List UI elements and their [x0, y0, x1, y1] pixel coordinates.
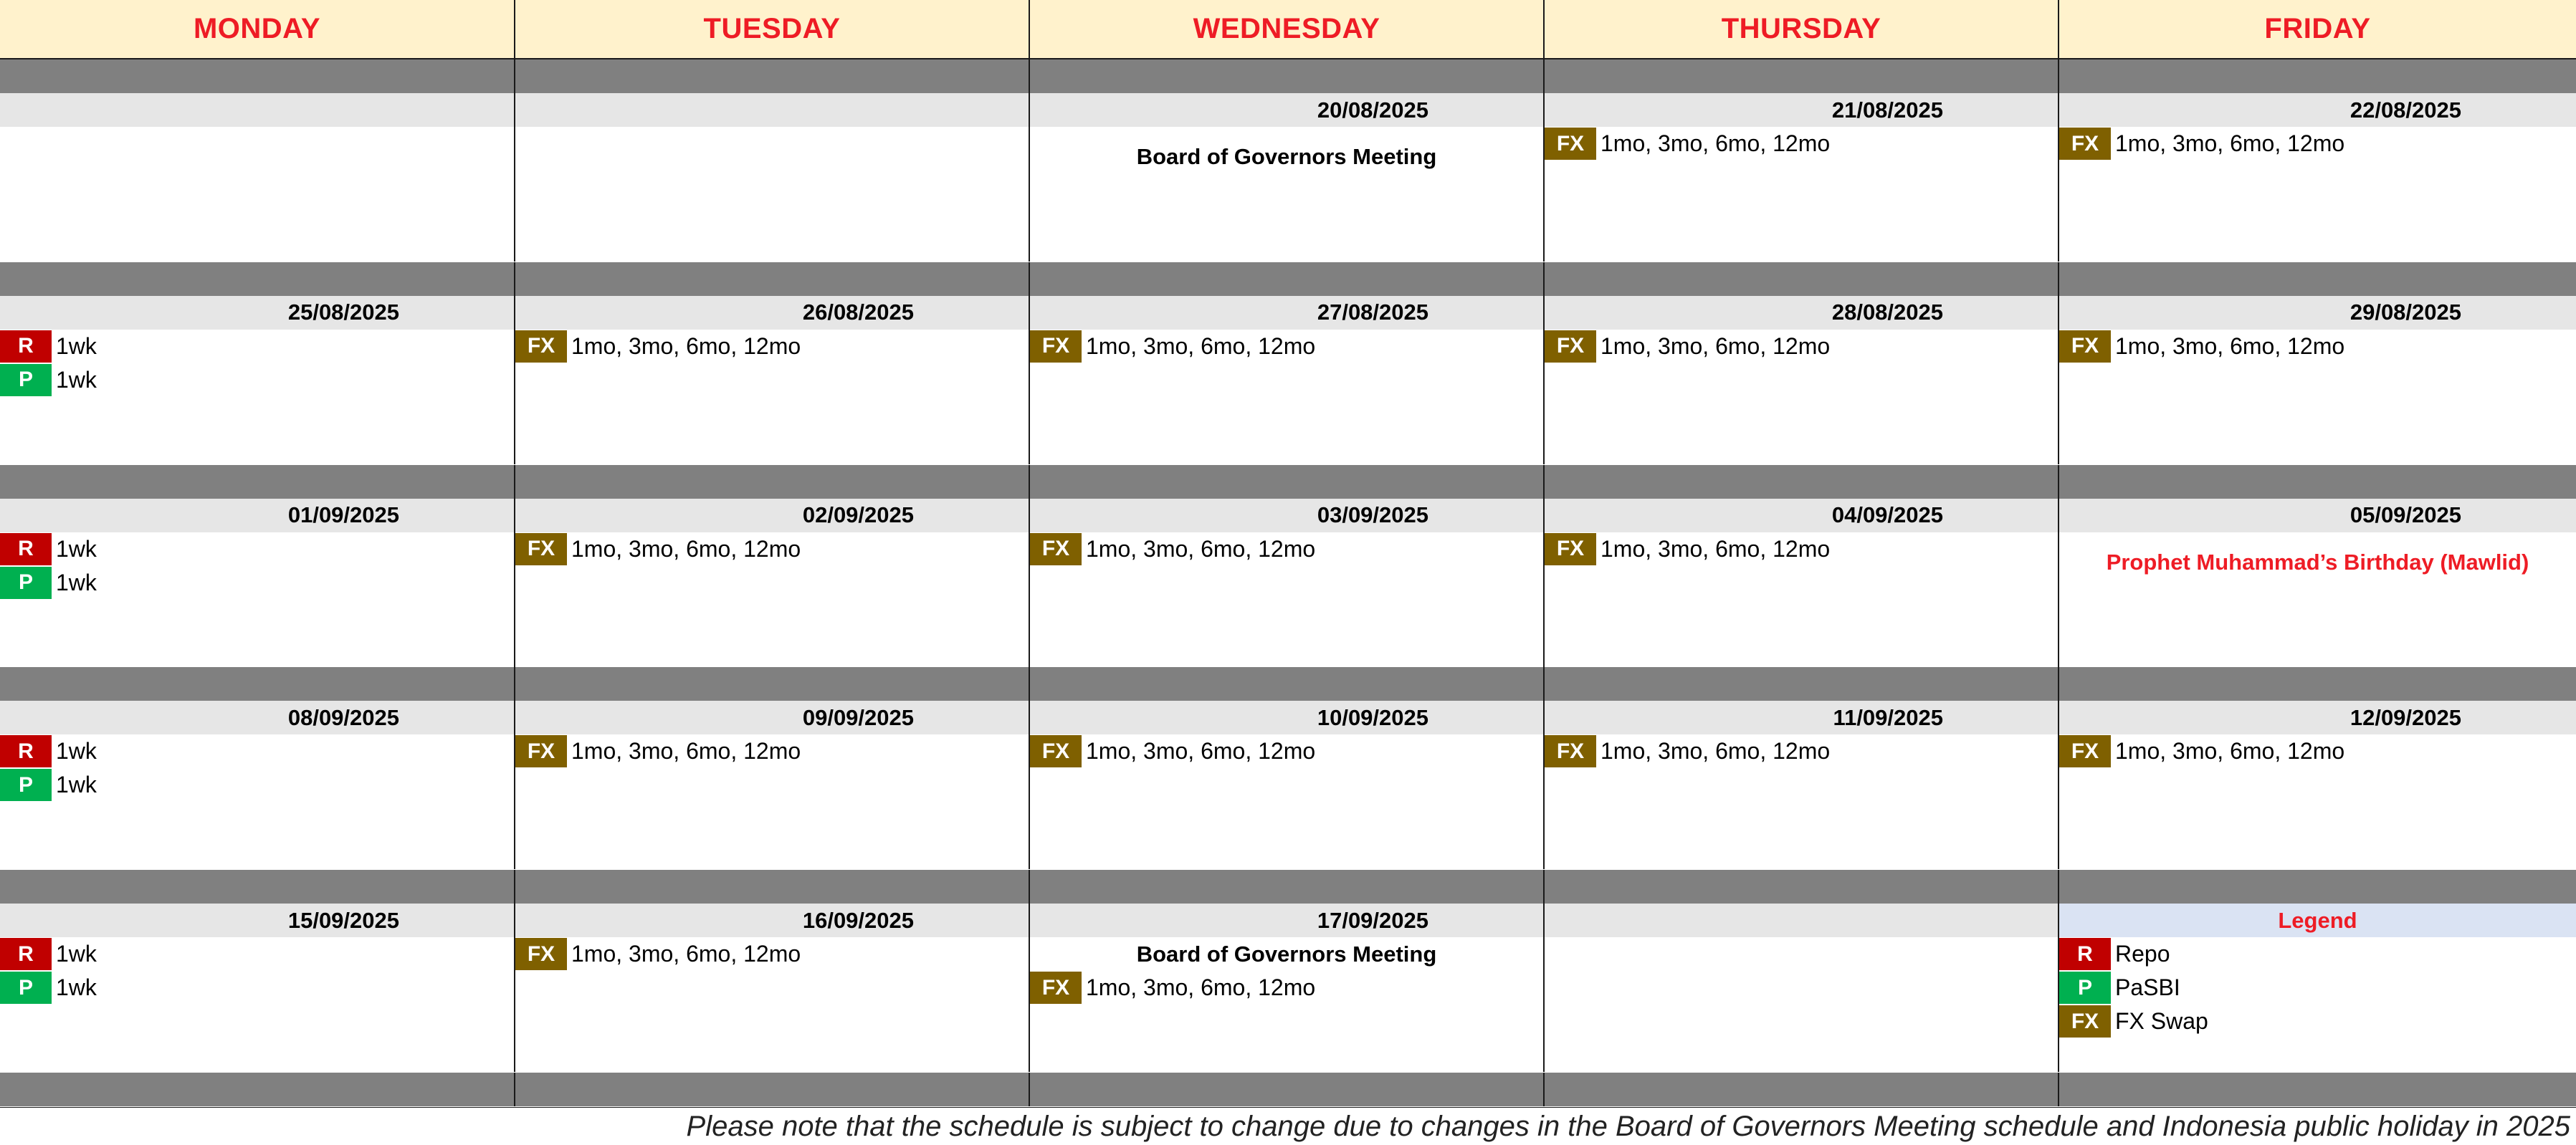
schedule-item [1030, 734, 1543, 768]
date-label: 16/09/2025 [515, 904, 1029, 937]
badge-fx: FX [2059, 735, 2111, 767]
badge-fx: FX [1545, 128, 1596, 160]
weekday-header-tuesday: TUESDAY [515, 0, 1030, 59]
calendar-cell [515, 465, 1030, 667]
item-tenor: 1mo, 3mo, 6mo, 12mo [2115, 130, 2345, 156]
badge-fx: FX [1030, 972, 1082, 1004]
cell-content [2059, 532, 2576, 667]
item-tenor: 1wk [56, 941, 97, 967]
schedule-item [515, 330, 1029, 363]
cell-content [0, 127, 514, 262]
item-tenor: PaSBI [2115, 974, 2180, 1001]
week-separator [1030, 870, 1543, 904]
calendar-cell [1030, 667, 1545, 869]
item-tenor: 1wk [56, 535, 97, 562]
badge-r: R [0, 938, 52, 970]
badge-fx: FX [1545, 533, 1596, 565]
cell-content [2059, 330, 2576, 464]
week-separator [0, 667, 514, 701]
calendar-cell [1545, 870, 2059, 1072]
calendar-cell [2059, 59, 2576, 262]
item-tenor: 1wk [56, 569, 97, 595]
schedule-item [1030, 971, 1543, 1005]
week-separator [2059, 667, 2576, 701]
badge-p: P [0, 364, 52, 396]
calendar-cell [0, 465, 515, 667]
item-tenor: 1mo, 3mo, 6mo, 12mo [1086, 535, 1316, 562]
calendar-cell [2059, 870, 2576, 1072]
cell-content [0, 937, 514, 1072]
weekday-header-wednesday: WEDNESDAY [1030, 0, 1545, 59]
week-separator [2059, 465, 2576, 499]
calendar-cell [0, 262, 515, 464]
schedule-item [1545, 127, 2058, 161]
date-label: 01/09/2025 [0, 499, 514, 532]
cell-content [1545, 532, 2058, 667]
legend-entry [2059, 937, 2576, 971]
week-separator [1030, 262, 1543, 296]
date-label: 08/09/2025 [0, 701, 514, 734]
cell-content [0, 330, 514, 464]
badge-p: P [0, 972, 52, 1004]
badge-p: P [2059, 972, 2111, 1004]
item-tenor: 1mo, 3mo, 6mo, 12mo [1601, 738, 1831, 765]
schedule-item [515, 937, 1029, 971]
week-separator [1545, 667, 2058, 701]
date-label: 27/08/2025 [1030, 296, 1543, 330]
week-separator [1545, 1073, 2059, 1106]
calendar-cell [1545, 465, 2059, 667]
week-separator [1545, 262, 2058, 296]
item-tenor: 1mo, 3mo, 6mo, 12mo [2115, 738, 2345, 765]
date-label [515, 93, 1029, 127]
calendar-cell [2059, 262, 2576, 464]
date-label: 29/08/2025 [2059, 296, 2576, 330]
badge-fx: FX [515, 735, 567, 767]
item-tenor: 1wk [56, 332, 97, 359]
calendar-cell [0, 870, 515, 1072]
week-separator [515, 1073, 1030, 1106]
calendar-cell [1030, 262, 1545, 464]
week-separator [2059, 870, 2576, 904]
badge-fx: FX [2059, 128, 2111, 160]
badge-p: P [0, 769, 52, 801]
legend-entry [2059, 971, 2576, 1005]
cell-content [1545, 330, 2058, 464]
calendar-cell [1545, 262, 2059, 464]
date-label: 28/08/2025 [1545, 296, 2058, 330]
schedule-item [0, 937, 514, 971]
item-tenor: 1mo, 3mo, 6mo, 12mo [1601, 332, 1831, 359]
date-label: 26/08/2025 [515, 296, 1029, 330]
item-tenor: 1mo, 3mo, 6mo, 12mo [571, 738, 801, 765]
legend-title: Legend [2059, 904, 2576, 937]
cell-content [0, 532, 514, 667]
item-tenor: Repo [2115, 941, 2170, 967]
calendar-cell [1545, 59, 2059, 262]
cell-content [1030, 734, 1543, 869]
badge-r: R [0, 533, 52, 565]
cell-content [515, 937, 1029, 1072]
week-separator [1030, 1073, 1545, 1106]
item-tenor: 1mo, 3mo, 6mo, 12mo [571, 941, 801, 967]
cell-content [1545, 734, 2058, 869]
calendar-cell [1545, 667, 2059, 869]
item-tenor: 1wk [56, 366, 97, 393]
item-tenor: 1mo, 3mo, 6mo, 12mo [1086, 974, 1316, 1001]
item-tenor: 1wk [56, 738, 97, 765]
calendar-cell [2059, 465, 2576, 667]
badge-fx: FX [1545, 330, 1596, 363]
cell-content [2059, 127, 2576, 262]
badge-fx: FX [1030, 330, 1082, 363]
schedule-item [2059, 127, 2576, 161]
calendar-cell [2059, 667, 2576, 869]
item-tenor: 1mo, 3mo, 6mo, 12mo [571, 332, 801, 359]
date-label: 05/09/2025 [2059, 499, 2576, 532]
cell-content [515, 734, 1029, 869]
week-separator [0, 870, 514, 904]
date-label: 04/09/2025 [1545, 499, 2058, 532]
date-label [0, 93, 514, 127]
week-separator [0, 1073, 515, 1106]
date-label: 21/08/2025 [1545, 93, 2058, 127]
item-tenor: 1wk [56, 974, 97, 1001]
date-label: 11/09/2025 [1545, 701, 2058, 734]
week-separator [1545, 59, 2058, 93]
week-separator [0, 465, 514, 499]
date-label: 17/09/2025 [1030, 904, 1543, 937]
week-separator [515, 870, 1029, 904]
date-label: 09/09/2025 [515, 701, 1029, 734]
calendar-cell [515, 262, 1030, 464]
schedule-item [2059, 734, 2576, 768]
date-label: 03/09/2025 [1030, 499, 1543, 532]
calendar-cell [515, 870, 1030, 1072]
schedule-item [0, 363, 514, 397]
schedule-item [0, 330, 514, 363]
schedule-item [1030, 330, 1543, 363]
badge-fx: FX [515, 330, 567, 363]
calendar-cell [0, 667, 515, 869]
date-label: 10/09/2025 [1030, 701, 1543, 734]
cell-content [515, 127, 1029, 262]
calendar-cell [515, 667, 1030, 869]
weekday-header-monday: MONDAY [0, 0, 515, 59]
week-separator [1030, 667, 1543, 701]
badge-fx: FX [1030, 735, 1082, 767]
date-label: 20/08/2025 [1030, 93, 1543, 127]
schedule-item [1545, 734, 2058, 768]
item-tenor: 1mo, 3mo, 6mo, 12mo [1601, 535, 1831, 562]
badge-fx: FX [515, 938, 567, 970]
weekday-header-thursday: THURSDAY [1545, 0, 2059, 59]
schedule-item [0, 768, 514, 802]
badge-fx: FX [515, 533, 567, 565]
schedule-item [515, 532, 1029, 566]
date-label [1545, 904, 2058, 937]
date-label: 22/08/2025 [2059, 93, 2576, 127]
legend-entry [2059, 1005, 2576, 1038]
week-separator [0, 59, 514, 93]
week-separator [1030, 59, 1543, 93]
week-separator [1545, 465, 2058, 499]
week-separator [515, 262, 1029, 296]
schedule-item [1030, 532, 1543, 566]
item-tenor: FX Swap [2115, 1008, 2208, 1035]
cell-content [1030, 127, 1543, 262]
badge-fx: FX [1545, 735, 1596, 767]
schedule-item [1545, 330, 2058, 363]
calendar-cell [515, 59, 1030, 262]
cell-content [0, 734, 514, 869]
badge-r: R [0, 735, 52, 767]
calendar-cell [0, 59, 515, 262]
week-separator [515, 667, 1029, 701]
date-label: 02/09/2025 [515, 499, 1029, 532]
schedule-item [0, 532, 514, 566]
badge-p: P [0, 567, 52, 599]
item-tenor: 1wk [56, 772, 97, 798]
week-separator [1030, 465, 1543, 499]
badge-fx: FX [1030, 533, 1082, 565]
schedule-item [515, 734, 1029, 768]
badge-fx: FX [2059, 1005, 2111, 1038]
cell-content [2059, 734, 2576, 869]
weekday-header-friday: FRIDAY [2059, 0, 2576, 59]
cell-content [1545, 937, 2058, 1072]
meeting-event: Board of Governors Meeting [1136, 144, 1437, 169]
date-label: 12/09/2025 [2059, 701, 2576, 734]
week-separator [2059, 1073, 2576, 1106]
schedule-item [0, 734, 514, 768]
item-tenor: 1mo, 3mo, 6mo, 12mo [1086, 738, 1316, 765]
badge-r: R [2059, 938, 2111, 970]
week-separator [2059, 59, 2576, 93]
week-separator [2059, 262, 2576, 296]
cell-content [1030, 330, 1543, 464]
cell-content [1030, 937, 1543, 1072]
schedule-item [2059, 330, 2576, 363]
date-label: 15/09/2025 [0, 904, 514, 937]
cell-content [515, 330, 1029, 464]
cell-content [1030, 532, 1543, 667]
meeting-event: Board of Governors Meeting [1136, 942, 1437, 967]
item-tenor: 1mo, 3mo, 6mo, 12mo [1086, 332, 1316, 359]
legend-content [2059, 937, 2576, 1072]
schedule-footnote: Please note that the schedule is subject to change due to changes in the Board of Governors Meeting schedule and Indonesia public holiday in 2025 [0, 1107, 2576, 1145]
holiday-event: Prophet Muhammad’s Birthday (Mawlid) [2106, 549, 2529, 575]
calendar-cell [1030, 465, 1545, 667]
week-separator [0, 262, 514, 296]
week-separator [515, 465, 1029, 499]
item-tenor: 1mo, 3mo, 6mo, 12mo [1601, 130, 1831, 156]
schedule-item [1545, 532, 2058, 566]
week-separator [515, 59, 1029, 93]
cell-content [515, 532, 1029, 667]
schedule-item [0, 971, 514, 1005]
date-label: 25/08/2025 [0, 296, 514, 330]
badge-fx: FX [2059, 330, 2111, 363]
item-tenor: 1mo, 3mo, 6mo, 12mo [2115, 332, 2345, 359]
item-tenor: 1mo, 3mo, 6mo, 12mo [571, 535, 801, 562]
schedule-item [0, 566, 514, 600]
calendar-cell [1030, 870, 1545, 1072]
calendar-cell [1030, 59, 1545, 262]
week-separator [1545, 870, 2058, 904]
cell-content [1545, 127, 2058, 262]
badge-r: R [0, 330, 52, 363]
